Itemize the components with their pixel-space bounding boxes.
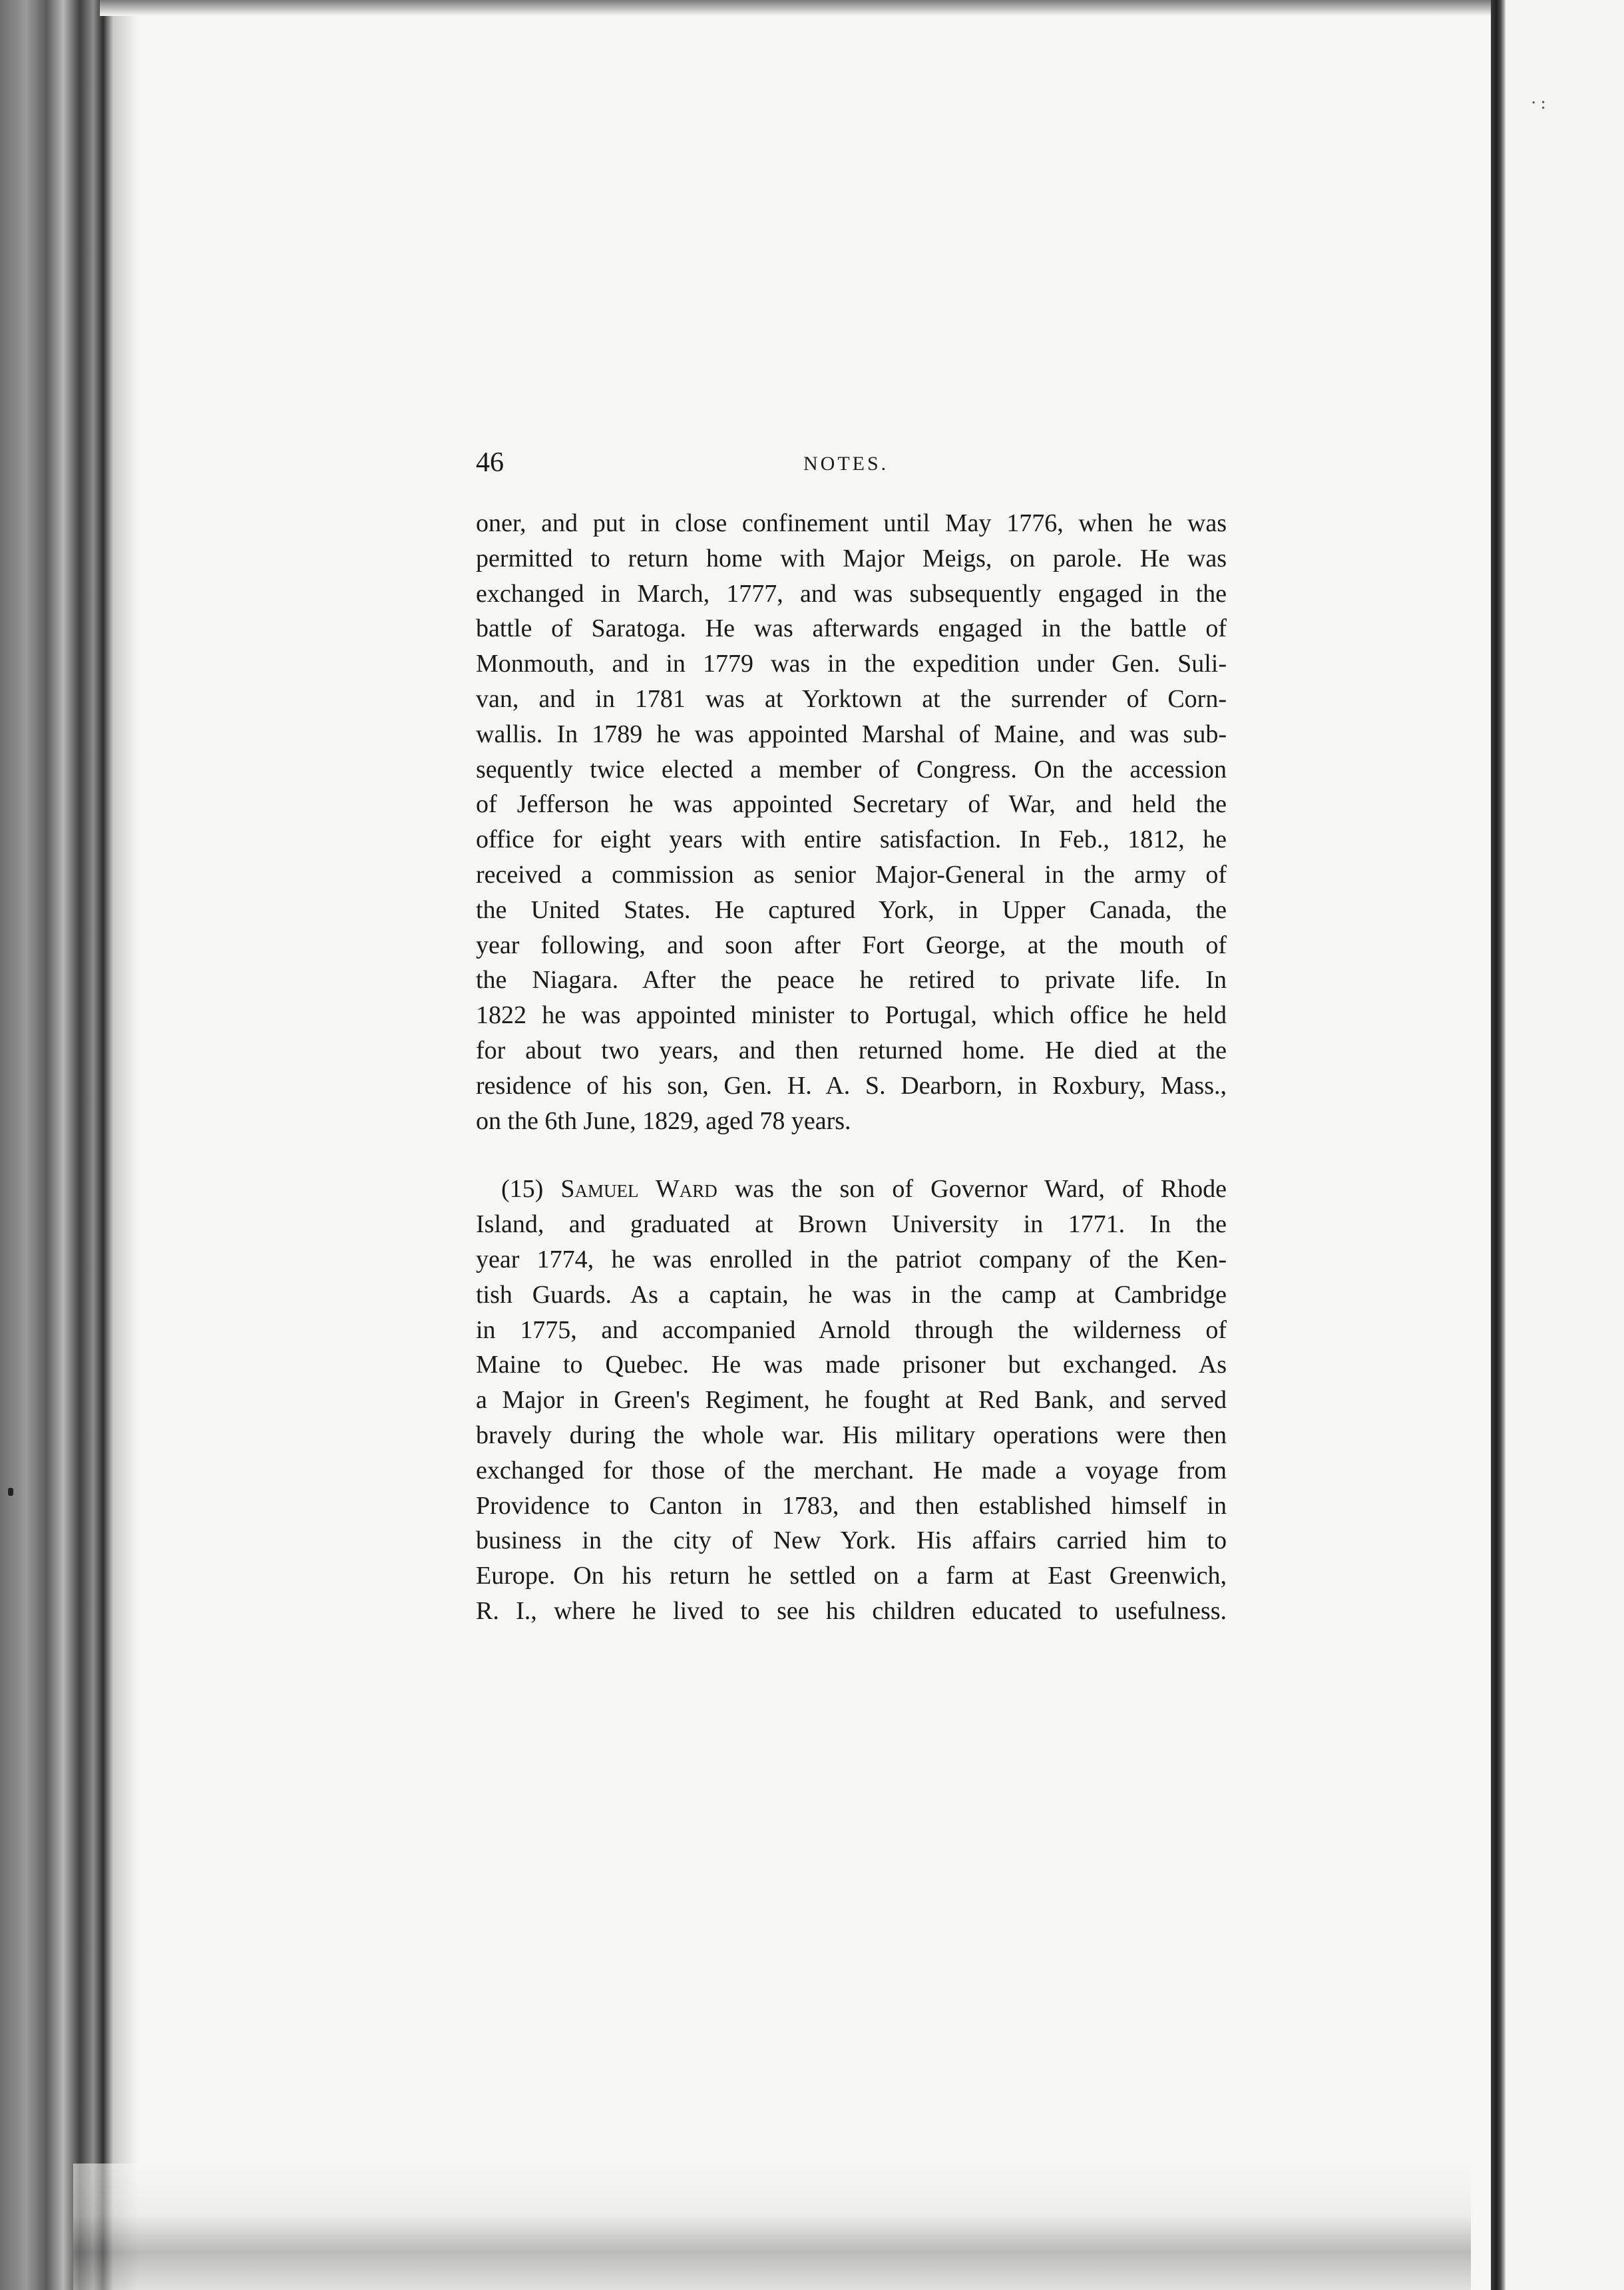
paragraph-dearborn bbox=[476, 506, 1227, 1138]
page-number: 46 bbox=[476, 447, 504, 478]
text-line: Monmouth, and in 1779 was in the expedition under Gen. Suli- bbox=[476, 650, 1227, 678]
text-line: tish Guards. As a captain, he was in the camp at Cambridge bbox=[476, 1280, 1227, 1309]
text-line: residence of his son, Gen. H. A. S. Dearborn, in Roxbury, Mass., bbox=[476, 1071, 1227, 1100]
bottom-page-edge bbox=[73, 2164, 1471, 2290]
text-line: battle of Saratoga. He was afterwards engaged in the battle of bbox=[476, 614, 1227, 643]
text-line: van, and in 1781 was at Yorktown at the surrender of Corn- bbox=[476, 684, 1227, 713]
text-line: year following, and soon after Fort George, at the mouth of bbox=[476, 931, 1227, 959]
text-line: in 1775, and accompanied Arnold through the wilderness of bbox=[476, 1315, 1227, 1344]
text-line: exchanged in March, 1777, and was subsequently engaged in the bbox=[476, 579, 1227, 608]
binding-edge bbox=[0, 0, 140, 2290]
text-line: on the 6th June, 1829, aged 78 years. bbox=[476, 1106, 851, 1135]
text-line: for about two years, and then returned home. He died at the bbox=[476, 1036, 1227, 1064]
text-line: business in the city of New York. His affairs carried him to bbox=[476, 1526, 1227, 1555]
text-line: sequently twice elected a member of Congress. On the accession bbox=[476, 755, 1227, 784]
text-line: R. I., where he lived to see his children educated to usefulness. bbox=[476, 1596, 1227, 1625]
page-text bbox=[476, 443, 1227, 1629]
text-line: of Jefferson he was appointed Secretary of War, and held the bbox=[476, 790, 1227, 819]
text-line: wallis. In 1789 he was appointed Marshal of Maine, and was sub- bbox=[476, 720, 1227, 748]
facing-page-edge bbox=[1506, 0, 1624, 2290]
facing-page-specks: ·: bbox=[1531, 93, 1551, 113]
running-head bbox=[476, 443, 1227, 483]
top-page-edge bbox=[100, 0, 1504, 16]
running-head-title: NOTES. bbox=[803, 453, 889, 475]
text-line: 1822 he was appointed minister to Portugal, which office he held bbox=[476, 1001, 1227, 1030]
text-line-first bbox=[476, 1172, 1227, 1207]
gutter-edge bbox=[1491, 0, 1506, 2290]
text-line: Island, and graduated at Brown University in 1771. In the bbox=[476, 1210, 1227, 1239]
text-line: the United States. He captured York, in Upper Canada, the bbox=[476, 895, 1227, 924]
note-lead-text: was the son of Governor Ward, of Rhode bbox=[734, 1175, 1227, 1204]
scan-speck bbox=[8, 1488, 13, 1496]
text-line: oner, and put in close confinement until May 1776, when he was bbox=[476, 509, 1227, 537]
text-line: year 1774, he was enrolled in the patriot company of the Ken- bbox=[476, 1245, 1227, 1273]
text-line: Europe. On his return he settled on a farm at East Greenwich, bbox=[476, 1562, 1227, 1590]
text-line: permitted to return home with Major Meigs, on parole. He was bbox=[476, 544, 1227, 572]
text-line: bravely during the whole war. His military operations were then bbox=[476, 1421, 1227, 1449]
text-line: Providence to Canton in 1783, and then established himself in bbox=[476, 1491, 1227, 1520]
text-line: received a commission as senior Major-General in the army of bbox=[476, 860, 1227, 889]
paragraph-samuel-ward bbox=[476, 1172, 1227, 1628]
note-number: (15) bbox=[501, 1175, 544, 1204]
text-line: Maine to Quebec. He was made prisoner but exchanged. As bbox=[476, 1351, 1227, 1379]
text-line: a Major in Green's Regiment, he fought at Red Bank, and served bbox=[476, 1386, 1227, 1415]
text-line: office for eight years with entire satisfaction. In Feb., 1812, he bbox=[476, 825, 1227, 854]
text-line: the Niagara. After the peace he retired to private life. In bbox=[476, 966, 1227, 995]
note-subject-name: Samuel Ward bbox=[560, 1175, 717, 1204]
text-line: exchanged for those of the merchant. He made a voyage from bbox=[476, 1456, 1227, 1485]
